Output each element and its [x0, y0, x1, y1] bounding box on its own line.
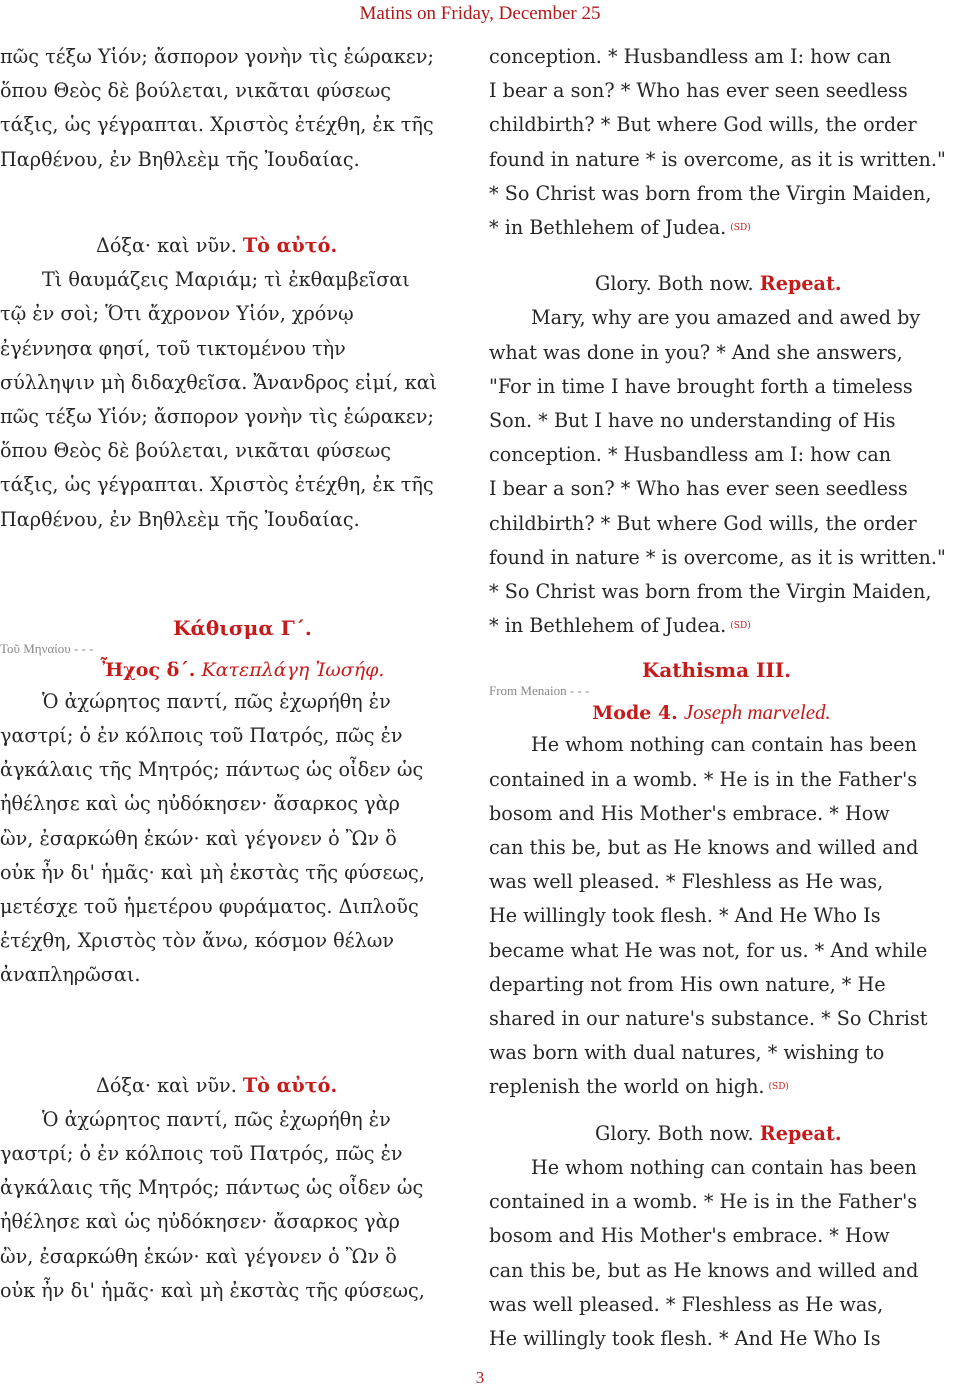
text-line: He whom nothing can contain has been: [531, 733, 917, 757]
kathisma-tone: [0, 657, 465, 683]
glory-text: Δόξα· καὶ νῦν.: [96, 234, 237, 257]
text-line: ὢν, ἐσαρκώθη ἑκών· καὶ γέγονεν ὁ Ὢν ὃ: [0, 1244, 397, 1268]
kathisma-heading: [489, 657, 954, 726]
text-line: shared in our nature's substance. * So Christ: [489, 1007, 928, 1031]
text-line: can this be, but as He knows and willed and: [489, 836, 919, 860]
text-line: γαστρί; ὁ ἐν κόλποις τοῦ Πατρός, πῶς ἐν: [0, 724, 403, 748]
text-line: I bear a son? * Who has ever seen seedless: [489, 477, 908, 501]
text-line: σύλληψιν μὴ διδαχθεῖσα. Ἄνανδρος εἰμί, καὶ: [0, 370, 438, 394]
text-line: found in nature * is overcome, as it is written.": [489, 545, 946, 569]
text-line: contained in a womb. * He is in the Father's: [489, 767, 918, 791]
text-line: γαστρί; ὁ ἐν κόλποις τοῦ Πατρός, πῶς ἐν: [0, 1142, 403, 1166]
text-line: Παρθένου, ἐν Βηθλεὲμ τῆς Ἰουδαίας.: [0, 507, 360, 531]
text-line: ἐτέχθη, Χριστὸς τὸν ἄνω, κόσμον θέλων: [0, 929, 395, 953]
line-text: * in Bethlehem of Judea.: [489, 216, 727, 240]
kathisma-source: Τοῦ Μηναίου - - -: [0, 640, 94, 656]
text-line: bosom and His Mother's embrace. * How: [489, 1224, 890, 1248]
glory-line: [489, 267, 954, 301]
page-header: Matins on Friday, December 25: [359, 3, 601, 24]
text-line: οὐκ ἦν δι' ἡμᾶς· καὶ μὴ ἐκστὰς τῆς φύσεως,: [0, 860, 425, 884]
english-block-4: [489, 1151, 954, 1356]
melody-label: Joseph marveled.: [683, 700, 831, 725]
repeat-rubric: Τὸ αὐτό.: [242, 234, 338, 257]
text-line: ἠθέλησε καὶ ὡς ηὐδόκησεν· ἄσαρκος γὰρ: [0, 792, 400, 816]
greek-column: [0, 40, 465, 1308]
text-line: ὅπου Θεὸς δὲ βούλεται, νικᾶται φύσεως: [0, 79, 392, 103]
text-line: ὅπου Θεὸς δὲ βούλεται, νικᾶται φύσεως: [0, 439, 392, 463]
text-line: conception. * Husbandless am I: how can: [489, 443, 892, 467]
kathisma-title: Kathisma III.: [641, 658, 792, 683]
text-line: "For in time I have brought forth a timeless: [489, 374, 913, 398]
text-line: He willingly took flesh. * And He Who Is: [489, 904, 881, 928]
text-line: ἠθέλησε καὶ ὡς ηὐδόκησεν· ἄσαρκος γὰρ: [0, 1210, 400, 1234]
text-line: [489, 1070, 954, 1108]
greek-block-3: [0, 685, 465, 993]
text-line: πῶς τέξω Υἱόν; ἄσπορον γονὴν τὶς ἑώρακεν;: [0, 45, 434, 68]
english-block-2: [489, 301, 954, 647]
text-line: childbirth? * But where God wills, the order: [489, 511, 917, 535]
repeat-rubric: Τὸ αὐτό.: [242, 1073, 338, 1097]
sd-marker: (SD): [730, 223, 751, 234]
kathisma-tone: [489, 699, 954, 726]
text-line: [489, 609, 954, 647]
text-line: Ὁ ἀχώρητος παντί, πῶς ἐχωρήθη ἐν: [42, 1107, 391, 1131]
text-line: Mary, why are you amazed and awed by: [531, 306, 921, 330]
line-text: replenish the world on high.: [489, 1075, 765, 1099]
text-line: can this be, but as He knows and willed and: [489, 1258, 919, 1282]
kathisma-title: Κάθισμα Γ΄.: [173, 615, 312, 640]
text-line: found in nature * is overcome, as it is written.": [489, 147, 946, 171]
text-line: became what He was not, for us. * And while: [489, 938, 928, 962]
text-line: ἀγκάλαις τῆς Μητρός; πάντως ὡς οἶδεν ὡς: [0, 1176, 424, 1200]
text-line: [489, 211, 954, 249]
text-line: Τὶ θαυμάζεις Μαριάμ; τὶ ἐκθαμβεῖσαι: [42, 268, 410, 292]
text-line: He whom nothing can contain has been: [531, 1155, 917, 1179]
repeat-rubric: Repeat.: [759, 1121, 842, 1145]
text-line: τάξις, ὡς γέγραπται. Χριστὸς ἐτέχθη, ἐκ τῆς: [0, 473, 434, 497]
text-line: ἀγκάλαις τῆς Μητρός; πάντως ὡς οἶδεν ὡς: [0, 758, 424, 782]
glory-line: [0, 229, 465, 263]
text-line: was well pleased. * Fleshless as He was,: [489, 1292, 884, 1316]
glory-text: Glory. Both now.: [595, 1121, 754, 1145]
greek-block-4: [0, 1103, 465, 1308]
text-line: I bear a son? * Who has ever seen seedless: [489, 79, 908, 103]
kathisma-source: From Menaion - - -: [489, 683, 590, 699]
text-line: what was done in you? * And she answers,: [489, 340, 903, 364]
kathisma-heading: [0, 615, 465, 683]
english-block-1: [489, 40, 954, 249]
text-line: * So Christ was born from the Virgin Maiden,: [489, 580, 932, 604]
text-line: οὐκ ἦν δι' ἡμᾶς· καὶ μὴ ἐκστὰς τῆς φύσεως,: [0, 1278, 425, 1302]
tone-label: Ἦχος δ΄.: [100, 658, 196, 681]
text-line: childbirth? * But where God wills, the order: [489, 113, 917, 137]
sd-marker: (SD): [730, 621, 751, 632]
text-line: μετέσχε τοῦ ἡμετέρου φυράματος. Διπλοῦς: [0, 895, 419, 919]
melody-label: Κατεπλάγη Ἰωσήφ.: [201, 658, 385, 681]
glory-text: Glory. Both now.: [595, 272, 754, 296]
text-line: πῶς τέξω Υἱόν; ἄσπορον γονὴν τὶς ἑώρακεν;: [0, 405, 434, 429]
tone-label: Mode 4.: [592, 702, 678, 725]
repeat-rubric: Repeat.: [759, 272, 842, 296]
text-line: contained in a womb. * He is in the Father's: [489, 1190, 918, 1214]
text-line: Ὁ ἀχώρητος παντί, πῶς ἐχωρήθη ἐν: [42, 689, 391, 713]
sd-marker: (SD): [768, 1082, 789, 1093]
text-line: departing not from His own nature, * He: [489, 972, 886, 996]
english-block-3: [489, 728, 954, 1108]
greek-block-1: [0, 40, 465, 177]
text-line: τάξις, ὡς γέγραπται. Χριστὸς ἐτέχθη, ἐκ τῆς: [0, 113, 434, 137]
glory-line: [489, 1117, 954, 1151]
english-column: [489, 40, 954, 1356]
text-line: ἐγέννησα φησί, τοῦ τικτομένου τὴν: [0, 336, 346, 360]
page-number: 3: [475, 1368, 485, 1387]
text-line: was born with dual natures, * wishing to: [489, 1041, 885, 1065]
glory-line: [0, 1069, 465, 1103]
text-line: He willingly took flesh. * And He Who Is: [489, 1326, 881, 1350]
text-line: bosom and His Mother's embrace. * How: [489, 801, 890, 825]
glory-text: Δόξα· καὶ νῦν.: [96, 1073, 237, 1097]
text-line: conception. * Husbandless am I: how can: [489, 45, 892, 68]
greek-block-2: [0, 263, 465, 537]
text-line: was well pleased. * Fleshless as He was,: [489, 870, 884, 894]
text-line: τῷ ἐν σοὶ; Ὅτι ἄχρονον Υἱόν, χρόνῳ: [0, 302, 354, 326]
text-line: * So Christ was born from the Virgin Maiden,: [489, 181, 932, 205]
text-line: Son. * But I have no understanding of His: [489, 409, 896, 433]
line-text: * in Bethlehem of Judea.: [489, 614, 727, 638]
text-line: Παρθένου, ἐν Βηθλεὲμ τῆς Ἰουδαίας.: [0, 147, 360, 171]
text-line: ἀναπληρῶσαι.: [0, 963, 141, 987]
text-line: ὢν, ἐσαρκώθη ἑκών· καὶ γέγονεν ὁ Ὢν ὃ: [0, 826, 397, 850]
